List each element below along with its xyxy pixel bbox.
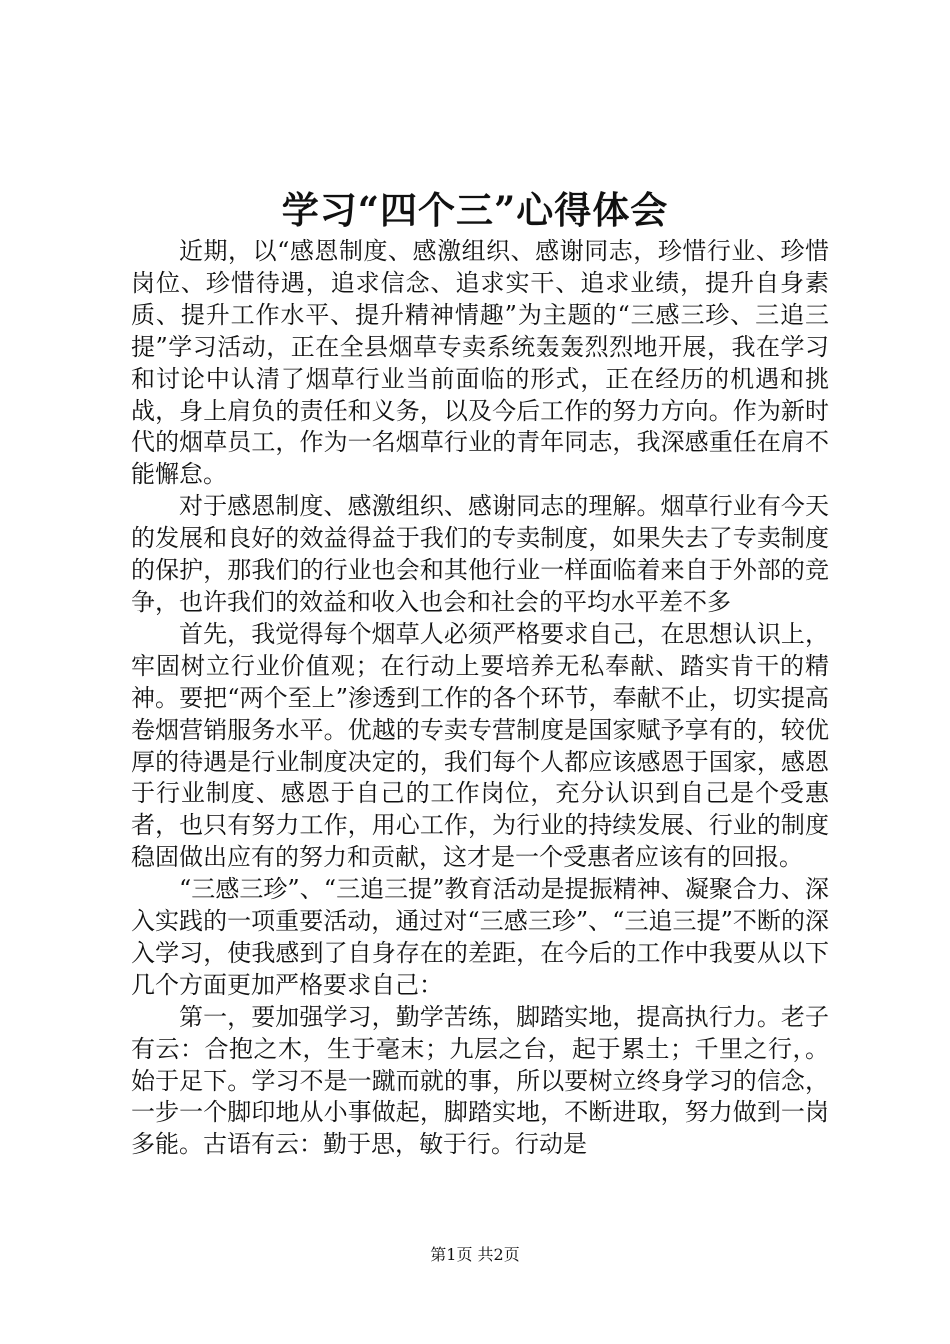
document-title: 学习“四个三”心得体会 (281, 188, 669, 232)
paragraph-1: 近期，以“感恩制度、感激组织、感谢同志，珍惜行业、珍惜岗位、珍惜待遇，追求信念、追求实干、追求业绩，提升自身素质、提升工作水平、提升精神情趣”为主题的“三感三珍、三追三提”学习活动，正在全县烟草专卖系统轰轰烈烈地开展，我在学习和讨论中认清了烟草行业当前面临的形式，正在经历的机遇和挑战，身上肩负的责任和义务，以及今后工作的努力方向。作为新时代的烟草员工，作为一名烟草行业的青年同志，我深感重任在肩不能懈怠。 (131, 237, 829, 489)
paragraph-5: 第一，要加强学习，勤学苦练，脚踏实地，提高执行力。老子有云：合抱之木，生于毫末；九层之台，起于累土；千里之行，。始于足下。学习不是一蹴而就的事，所以要树立终身学习的信念，一步一个脚印地从小事做起，脚踏实地，不断进取，努力做到一岗多能。古语有云：勤于思，敏于行。行动是 (131, 1002, 829, 1159)
page-footer: 第1页 共2页 (430, 1245, 520, 1264)
document-body (131, 236, 829, 1161)
paragraph-4: “三感三珍”、“三追三提”教育活动是提振精神、凝聚合力、深入实践的一项重要活动，通过对“三感三珍”、“三追三提”不断的深入学习，使我感到了自身存在的差距，在今后的工作中我要从以下几个方面更加严格要求自己： (131, 875, 829, 999)
paragraph-3: 首先，我觉得每个烟草人必须严格要求自己，在思想认识上，牢固树立行业价值观；在行动上要培养无私奉献、踏实肯干的精神。要把“两个至上”渗透到工作的各个环节，奉献不止，切实提高卷烟营销服务水平。优越的专卖专营制度是国家赋予享有的，较优厚的待遇是行业制度决定的，我们每个人都应该感恩于国家，感恩于行业制度、感恩于自己的工作岗位，充分认识到自己是个受惠者，也只有努力工作，用心工作，为行业的持续发展、行业的制度稳固做出应有的努力和贡献，这才是一个受惠者应该有的回报。 (131, 619, 829, 872)
paragraph-2: 对于感恩制度、感激组织、感谢同志的理解。烟草行业有今天的发展和良好的效益得益于我们的专卖制度，如果失去了专卖制度的保护，那我们的行业也会和其他行业一样面临着来自于外部的竞争，也许我们的效益和收入也会和社会的平均水平差不多 (131, 492, 829, 616)
